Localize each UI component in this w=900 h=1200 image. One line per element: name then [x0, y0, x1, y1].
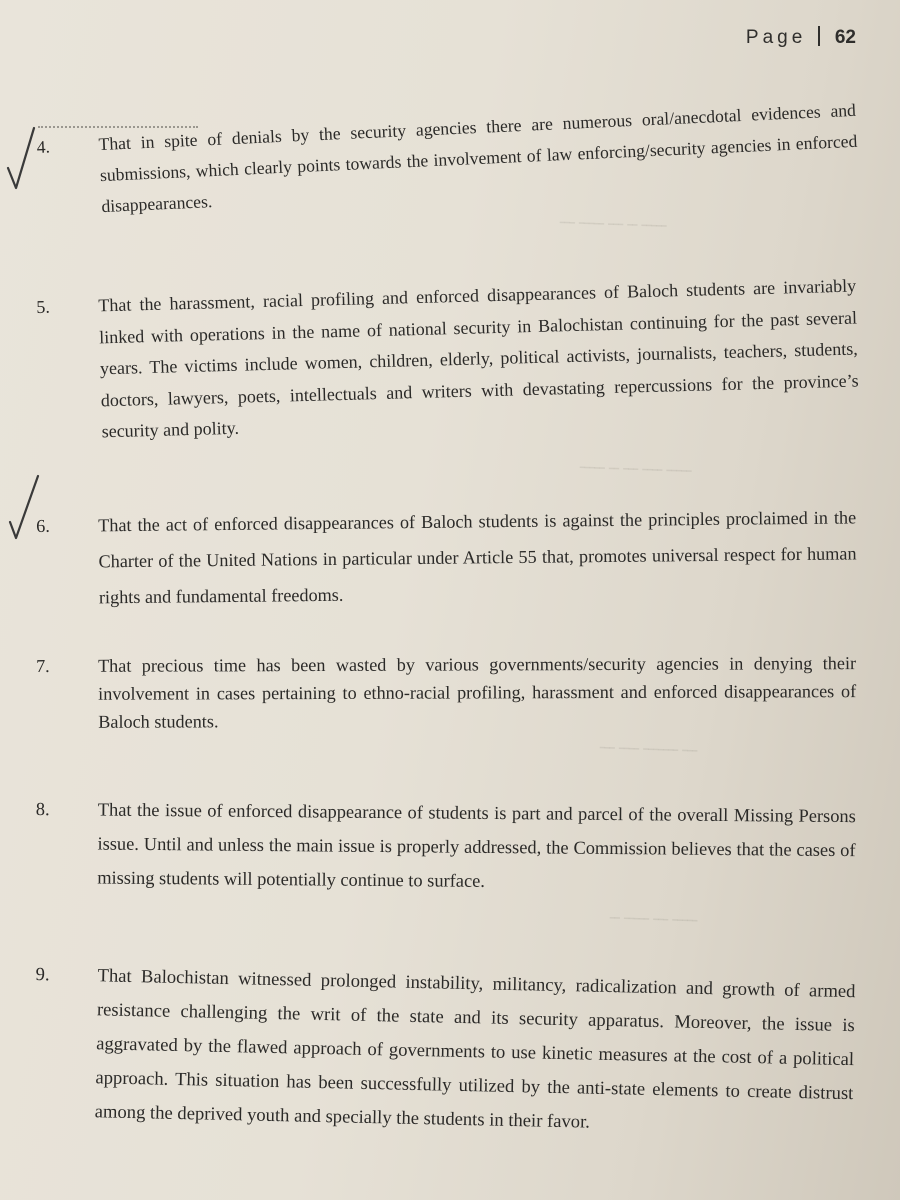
paragraph-text: That Balochistan witnessed prolonged instability, militancy, radicalization and growth of armed resistance challenging the writ of the state and its security apparatus. Moreover, the issue is aggravated by the flawed approach of governments to use kinetic measures at the cost of a political approach. This situation has been successfully utilized by the anti-state elements to create distrust among the deprived youth and specially the students in their favor. — [94, 965, 856, 1133]
paragraph-text: That the act of enforced disappearances of Baloch students is against the principles proclaimed in the Charter of the United Nations in particular under Article 55 that, promotes universal respect for human rights and fundamental freedoms. — [98, 507, 857, 608]
bleed-through-text: ـــــ ـــ ـــــ ــ — [609, 903, 698, 926]
paragraph-number: 8. — [35, 798, 50, 820]
paragraph-text: That the issue of enforced disappearance of students is part and parcel of the overall Missing Persons issue. Until and unless the main issue is properly addressed, the Commission believes that the cases of missing students will potentially continue to surface. — [97, 799, 856, 891]
paragraph-6 — [36, 499, 857, 616]
paragraph-number: 5. — [36, 296, 51, 317]
paragraph-9 — [32, 958, 855, 1145]
bleed-through-text: ـــ ـــــــ ــــ ـــ — [599, 733, 698, 756]
paragraph-number: 4. — [36, 136, 51, 157]
page-number-header — [746, 26, 856, 49]
paragraph-text: That the harassment, racial profiling and enforced disappearances of Baloch students are invariably linked with operations in the name of national security in Balochistan continuing for the past several years. The victims include women, children, elderly, political activists, journalists, teachers, students, doctors, lawyers, poets, intellectuals and writers with devastating repercussions for the province’s security and polity. — [98, 275, 859, 442]
paragraph-4 — [36, 95, 859, 225]
paragraph-7 — [36, 649, 856, 736]
bleed-through-text: ـــــ ــــ ـــ ــ ـــــ — [579, 453, 692, 476]
page-divider — [818, 26, 820, 46]
paragraph-text: That in spite of denials by the security agencies there are numerous oral/anecdotal evidences and submissions, which clearly points towards the involvement of law enforcing/security agencies in enforced disappearances. — [98, 99, 858, 217]
page-number: 62 — [834, 27, 856, 48]
page-label: Page — [745, 27, 807, 48]
paragraph-number: 7. — [36, 655, 50, 676]
paragraph-number: 9. — [35, 963, 50, 986]
bleed-through-text: ـــــ ــ ـــ ـــــ ـــ — [559, 208, 667, 231]
paragraph-8 — [35, 792, 856, 901]
paragraph-5 — [36, 271, 860, 450]
paragraph-text: That precious time has been wasted by various governments/security agencies in denying their involvement in cases pertaining to ethno-racial profiling, harassment and enforced disappearances of Baloch students. — [98, 653, 857, 732]
paragraph-number: 6. — [36, 515, 50, 536]
